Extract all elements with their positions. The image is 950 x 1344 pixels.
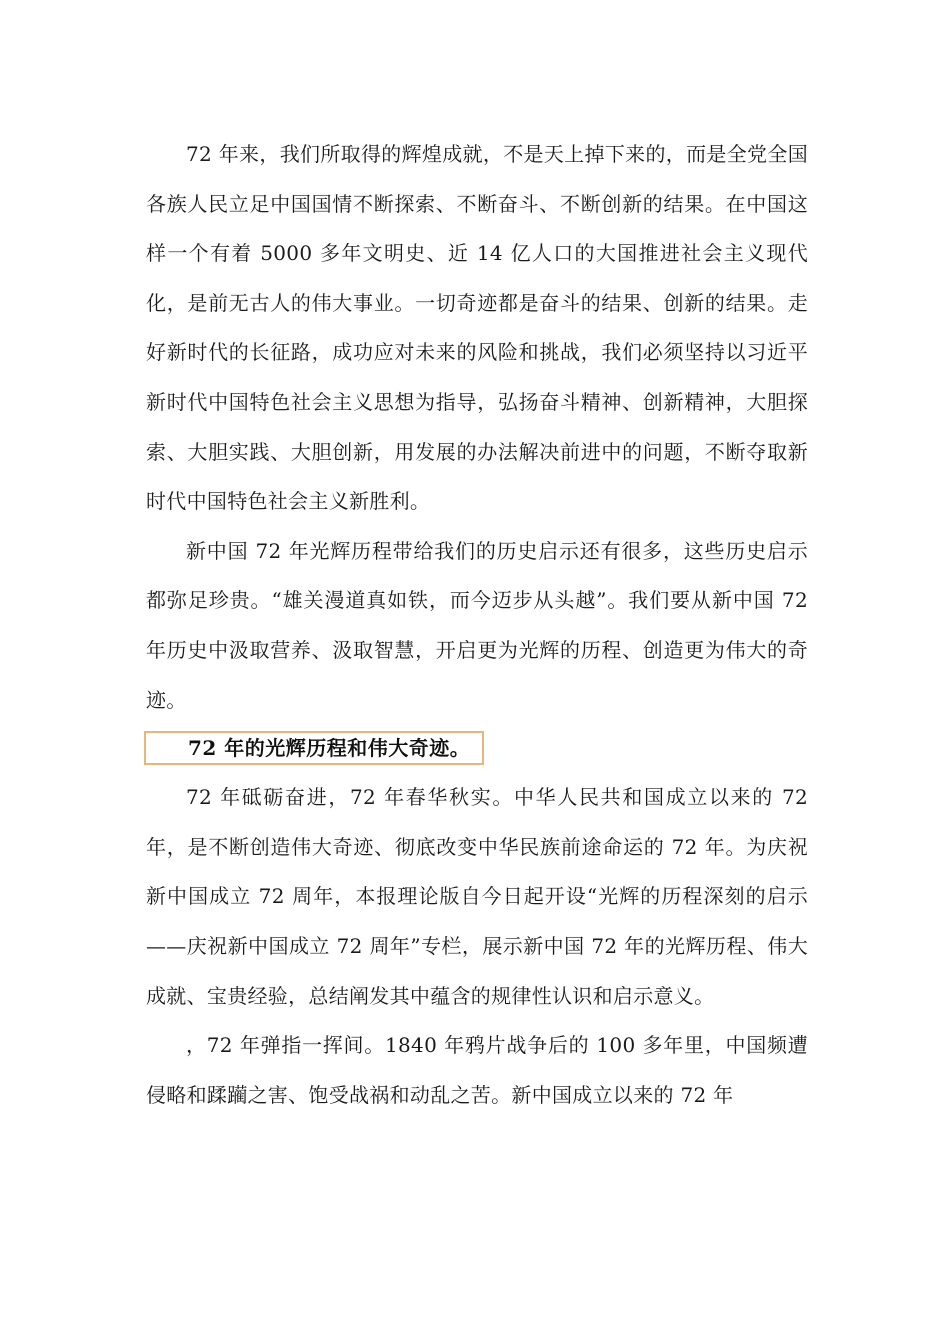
paragraph-achievements: 72 年来，我们所取得的辉煌成就，不是天上掉下来的，而是全党全国各族人民立足中国国情不断探索、不断奋斗、不断创新的结果。在中国这样一个有着 5000 多年文明史、近 14 亿人口的大国推进社会主义现代化，是前无古人的伟大事业。一切奇迹都是奋斗的结果、创新的结果。走好新时代的长征路，成功应对未来的风险和挑战，我们必须坚持以习近平新时代中国特色社会主义思想为指导，弘扬奋斗精神、创新精神，大胆探索、大胆实践、大胆创新，用发展的办法解决前进中的问题，不断夺取新时代中国特色社会主义新胜利。 (146, 142, 808, 514)
paragraph-history-overview: ，72 年弹指一挥间。1840 年鸦片战争后的 100 多年里，中国频遭侵略和蹂躏之害、饱受战祸和动乱之苦。新中国成立以来的 72 年 (146, 1033, 808, 1107)
paragraph-historical-lessons: 新中国 72 年光辉历程带给我们的历史启示还有很多，这些历史启示都弥足珍贵。“雄关漫道真如铁，而今迈步从头越”。我们要从新中国 72 年历史中汲取营养、汲取智慧，开启更为光辉的历程、创造更为伟大的奇迹。 (146, 538, 808, 712)
document-body (146, 130, 808, 1120)
section-heading: 72 年的光辉历程和伟大奇迹。 (144, 731, 484, 765)
paragraph-column-intro: 72 年砥砺奋进，72 年春华秋实。中华人民共和国成立以来的 72 年，是不断创造伟大奇迹、彻底改变中华民族前途命运的 72 年。为庆祝新中国成立 72 周年，本报理论版自今日起开设“光辉的历程深刻的启示——庆祝新中国成立 72 周年”专栏，展示新中国 72 年的光辉历程、伟大成就、宝贵经验，总结阐发其中蕴含的规律性认识和启示意义。 (146, 785, 808, 1008)
